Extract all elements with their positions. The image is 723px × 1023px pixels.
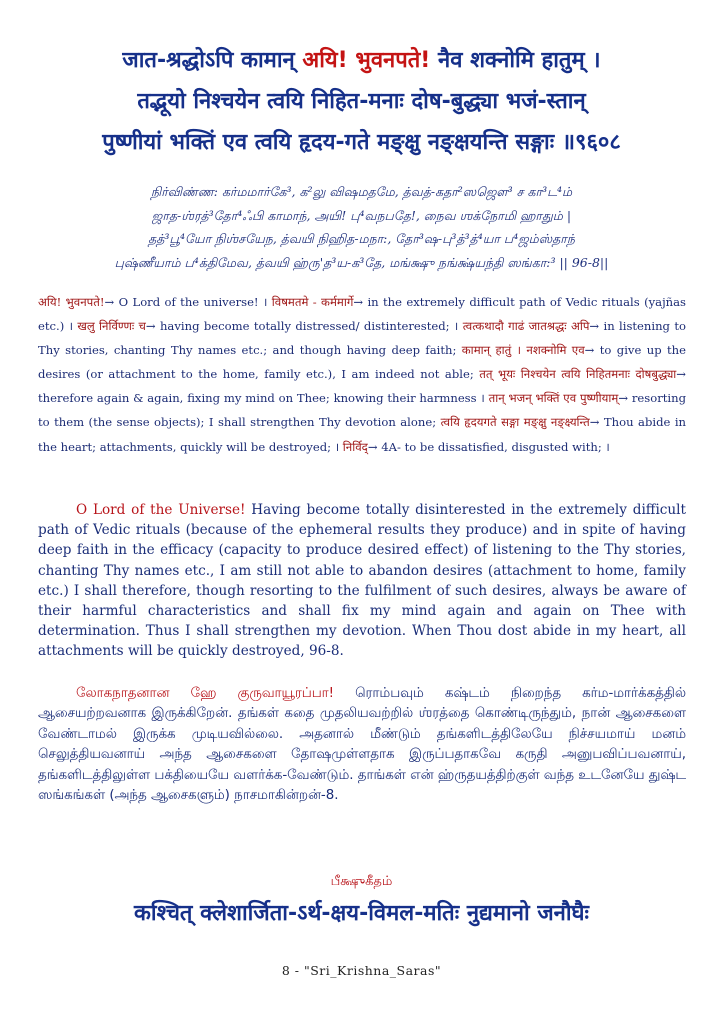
gloss-term: त्वत्कथादौ गाढं जातश्रद्धः अपि: [462, 319, 590, 334]
sanskrit-verse: [30, 40, 693, 163]
verse-vocative: अयि! भुवनपते!: [302, 48, 431, 73]
next-verse-line: कश्चित् क्लेशार्जिता-ऽर्थ-क्षय-विमल-मतिः नुद्यमानो जनौघैः: [134, 901, 589, 926]
gloss-definition: → having become totally distressed/ distinterested; ।: [145, 319, 463, 334]
gloss-term: खलु निर्विण्णः च: [77, 319, 146, 334]
gloss-definition: → resorting to them (the sense objects); I shall strengthen Thy devotion alone;: [38, 391, 687, 430]
gloss-definition: → in the extremely difficult path of Vedic rituals (yajñas etc.) ।: [38, 295, 686, 334]
transliteration-line: ஜாத-ஶ்ரத்³தோ⁴ஃபி காமாந், அயி! பு⁴வநபதே!, நைவ ஶக்நோமி ஹாதும் |: [151, 207, 572, 223]
tamil-transliteration: [28, 180, 695, 274]
gloss-term: त्वयि हृदयगते सङ्गा मङ्क्षु नङ्क्ष्यन्ति: [440, 415, 590, 430]
verse-line-2: तद्भूयो निश्चयेन त्वयि निहित-मनाः दोष-बुद्ध्या भजं-स्तान्: [137, 89, 586, 114]
english-vocative: O Lord of the Universe!: [76, 502, 246, 518]
english-body: Having become totally disinterested in the extremely difficult path of Vedic rituals (because of the ephemeral results they produce) and in spite of having deep faith in the efficacy (capacity to produce desired effect) of listening to the Thy stories, chanting Thy names etc., I am still not able to abandon desires (attachment to home, family etc.) I shall therefore, though resorting to the fulfilment of such desires, always be aware of their harmful characteristics and shall fix my mind again and again on Thee with determination. Thus I shall strengthen my devotion. When Thou dost abide in my heart, all attachments will be quickly destroyed, 96-8.: [38, 502, 686, 660]
verse-line-1-start: जात-श्रद्धोऽपि कामान्: [122, 48, 303, 73]
gloss-term: तत् भूयः निश्चयेन त्वयि निहितमनाः दोषबुद्ध्या: [479, 367, 677, 382]
page-footer: 8 - "Sri_Krishna_Saras": [281, 963, 442, 978]
transliteration-line: தத்³பூ⁴யோ நிஶ்சயேந, த்வயி நிஹித-மநா:, தோ³ஷ-பு³த்³த்⁴யா ப⁴ஜம்ஸ்தாந்: [148, 231, 575, 246]
gloss-definition: → therefore again & again, fixing my mind on Thee; knowing their harmness ।: [38, 367, 687, 406]
tamil-vocative: லோகநாதனான ஹே குருவாயூரப்பா!: [76, 686, 335, 701]
transliteration-line: நிர்விண்ண: கர்மமார்கே³, க²லு விஷமதமே, த்வத்-கதா²ஸஜௌ³ ச கா³ட⁴ம்: [150, 184, 573, 199]
word-meanings: [38, 290, 686, 459]
verse-line-3: पुष्णीयां भक्तिं एव त्वयि हृदय-गते मङ्क्षु नङ्क्षयन्ति सङ्गाः ॥९६०८: [102, 130, 621, 155]
gloss-term: अयि! भुवनपते!: [38, 295, 105, 309]
gloss-definition: → 4A- to be dissatisfied, disgusted with; ।: [367, 439, 610, 454]
gloss-definition: → Thou abide in the heart; attachments, quickly will be destroyed; ।: [38, 415, 686, 454]
transliteration-line: புஷ்ணீயாம் ப⁴க்திமேவ, த்வயி ஹ்ரு'த³ய-க³தே, மங்க்ஷு நங்க்ஷ்யந்தி ஸங்கா:³ || 96-8||: [114, 254, 609, 270]
tamil-body: ரொம்பவும் கஷ்டம் நிறைந்த கர்ம-மார்க்கத்தில் ஆசையற்றவனாக இருக்கிறேன். தங்கள் கதை முதலியவற்றில் ஶ்ரத்தை கொண்டிருந்தும், நான் ஆசைகளை வேண்டாமல் இருக்க முடியவில்லை. அதனால் மீண்டும் தங்களிடத்திலேயே நிச்சயமாய் மனம் செலுத்தியவனாய் அந்த ஆசைகளை தோஷமுள்ளதாக இருப்பதாகவே கருதி அனுபவிப்பவனாய், தங்களிடத்திலுள்ள பக்தியையே வளர்க்க-வேண்டும். தாங்கள் என் ஹ்ருதயத்திற்குள் வந்த உடனேயே துஷ்ட ஸங்கங்கள் (அந்த ஆசைகளும்) நாசமாகின்றன்-8.: [38, 686, 686, 804]
verse-line-1-end: नैव शक्नोमि हातुम् ।: [430, 48, 601, 73]
gloss-term: विषमतमे - कर्ममार्गे: [271, 295, 354, 309]
tamil-translation: [38, 684, 686, 806]
gloss-definition: → in listening to Thy stories, chanting Thy names etc.; and though having deep faith;: [38, 319, 686, 358]
gloss-term: निर्विद्: [342, 439, 368, 454]
next-section-title: பீக்ஷுகீதம்: [330, 874, 393, 889]
gloss-definition: → to give up the desires (or attachment to the home, family etc.), I am indeed not able;: [38, 343, 686, 382]
gloss-definition: → O Lord of the universe! ।: [104, 295, 272, 309]
verse-line-1: [30, 40, 693, 81]
gloss-term: कामान् हातुं । नशक्नोमि एव: [461, 343, 585, 358]
gloss-term: तान् भजन् भक्तिं एव पुष्णीयाम्: [488, 391, 619, 406]
english-translation: [38, 500, 686, 662]
